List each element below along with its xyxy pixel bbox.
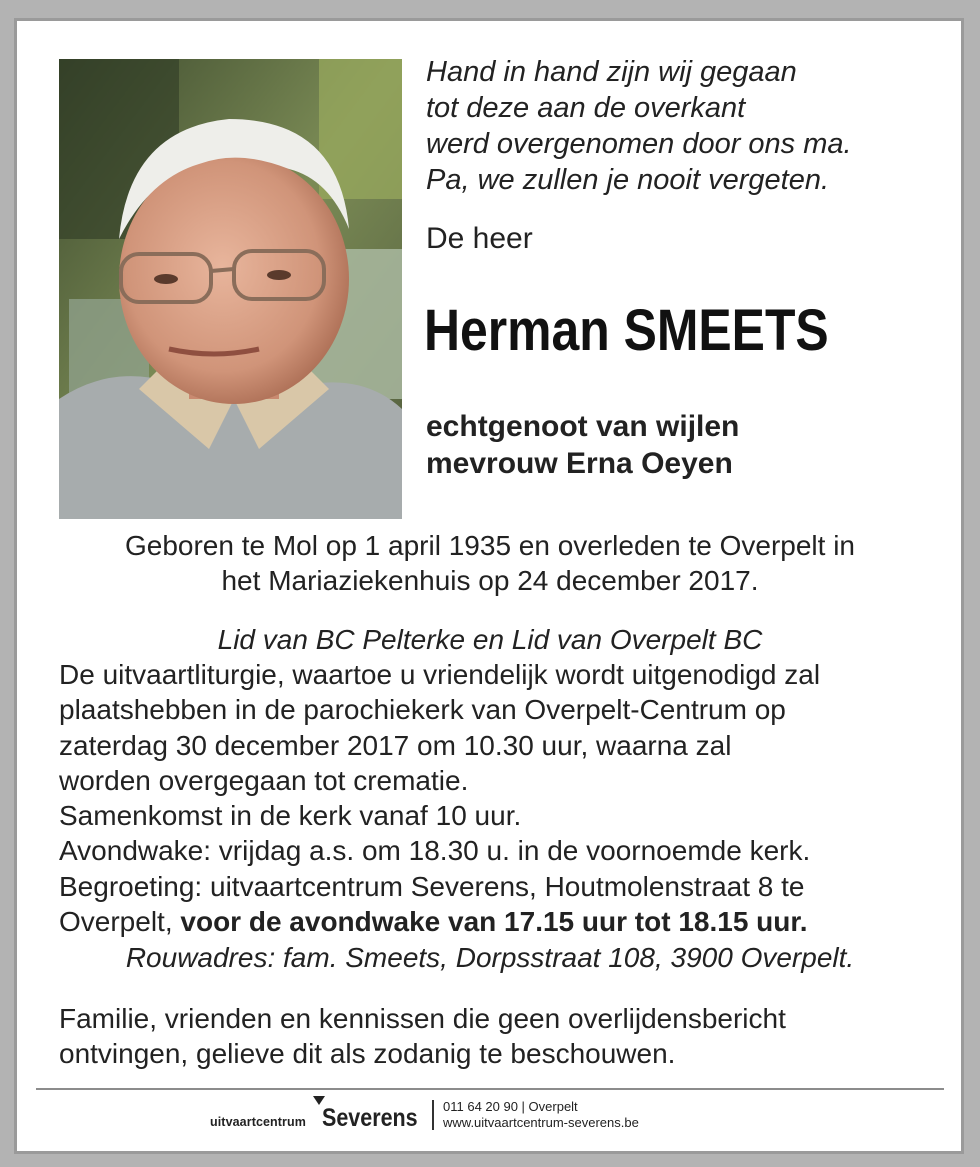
funeral-line-plain: Overpelt,	[59, 906, 173, 938]
portrait-photo	[59, 59, 402, 519]
mourning-address: Rouwadres: fam. Smeets, Dorpsstraat 108, 3900 Overpelt.	[125, 942, 855, 973]
funeral-line: De uitvaartliturgie, waartoe u vriendelijk wordt uitgenodigd zal	[59, 659, 821, 690]
funeral-line: Samenkomst in de kerk vanaf 10 uur.	[59, 800, 522, 832]
memorial-poem	[426, 54, 946, 198]
funeral-line	[59, 904, 939, 939]
birth-death-info	[40, 528, 940, 598]
logo-separator	[432, 1100, 434, 1130]
spouse-line: echtgenoot van wijlen	[426, 410, 740, 443]
funeral-line: zaterdag 30 december 2017 om 10.30 uur, waarna zal	[59, 729, 732, 761]
poem-line: Hand in hand zijn wij gegaan	[426, 56, 797, 88]
closing-line: ontvingen, gelieve dit als zodanig te beschouwen.	[59, 1038, 676, 1070]
funeral-details	[59, 657, 939, 939]
closing-note	[59, 1001, 939, 1072]
club-membership: Lid van BC Pelterke en Lid van Overpelt BC	[217, 624, 763, 655]
spouse-line: mevrouw Erna Oeyen	[426, 447, 733, 480]
funeral-line: worden overgegaan tot crematie.	[59, 764, 469, 796]
visitation-hours: voor de avondwake van 17.15 uur tot 18.15 uur.	[180, 906, 808, 938]
funeral-line: plaatshebben in de parochiekerk van Overpelt-Centrum op	[59, 694, 786, 726]
funeral-line: Avondwake: vrijdag a.s. om 18.30 u. in de voornoemde kerk.	[59, 835, 811, 867]
honorific: De heer	[426, 222, 533, 255]
birth-line: Geboren te Mol op 1 april 1935 en overleden te Overpelt in	[124, 530, 855, 561]
poem-line: Pa, we zullen je nooit vergeten.	[426, 164, 830, 196]
funeral-home-contact	[443, 1099, 639, 1131]
poem-line: tot deze aan de overkant	[426, 92, 746, 124]
poem-line: werd overgenomen door ons ma.	[426, 128, 852, 160]
footer-divider	[36, 1088, 944, 1090]
closing-line: Familie, vrienden en kennissen die geen overlijdensbericht	[59, 1003, 786, 1034]
deceased-name: Herman SMEETS	[424, 298, 829, 363]
logo-text-small: uitvaartcentrum	[210, 1115, 306, 1129]
contact-website: www.uitvaartcentrum-severens.be	[443, 1115, 639, 1130]
birth-line: het Mariaziekenhuis op 24 december 2017.	[221, 565, 759, 596]
logo-text-brand: Severens	[322, 1104, 418, 1132]
funeral-line: Begroeting: uitvaartcentrum Severens, Houtmolenstraat 8 te	[59, 870, 805, 902]
spouse-info	[426, 408, 739, 482]
contact-phone-city: 011 64 20 90 | Overpelt	[443, 1099, 578, 1114]
